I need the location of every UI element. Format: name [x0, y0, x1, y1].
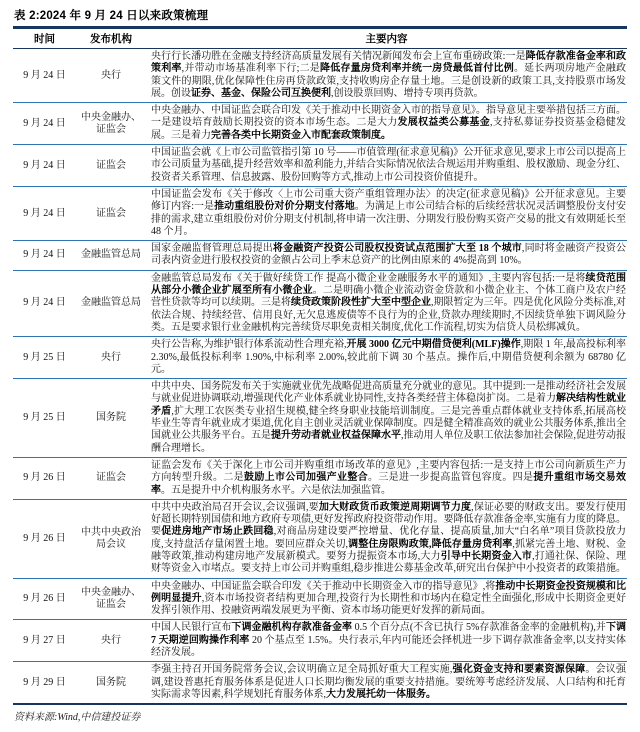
agency-cell: 央行 [101, 351, 121, 363]
content-text: 。延长两项房地产金融政策文件的期限,优化保障性住房再贷款政策,支持收购房企存量土地。三是创设新的政策工具,支持股票市场发展。创设 [151, 63, 627, 99]
content-text-bold: 下调金融机构存款准备金率 [231, 622, 353, 634]
agency-cell: 中央金融办、证监会 [81, 587, 141, 611]
content-text-bold: 解决结构性就业矛盾 [151, 393, 626, 417]
content-text: 中国人民银行宣布 [151, 622, 232, 634]
policy-row [13, 578, 627, 620]
policy-row [13, 186, 627, 240]
content-text: 央行公告称,为维护银行体系流动性合理充裕, [151, 339, 347, 351]
date-cell: 9 月 29 日 [23, 676, 66, 688]
content-text: 20 个基点至 1.5%。央行表示,年内可能还会择机进一步下调存款准备金率,以支持实体经济发展。 [151, 634, 626, 659]
content-text: ,并带动市场基准利率下行;二是 [181, 63, 321, 75]
content-text: 中共中央、国务院发布关于实施就业优先战略促进高质量充分就业的意见。其中提到:一是推动经济社会发展与就业促进协调联动,增强现代化产业体系就业协同性,支持各类经营主体稳岗扩岗。二是着力 [151, 381, 626, 405]
policy-row [13, 499, 627, 578]
content-text: 0.5 个百分点(不含已执行 5%存款准备金率的金融机构),并 [352, 622, 606, 634]
content-text: ,保证必要的财政支出。要发行使用好超长期特别国债和地方政府专项债,更好发挥政府投资带动作用。要降低存款准备金率,实施有力度的降息。要 [151, 501, 626, 538]
agency-cell: 金融监管总局 [81, 297, 141, 309]
content-cell [146, 105, 627, 142]
policy-row [13, 144, 627, 186]
content-text-bold: 续贷政策阶段性扩大至中型企业 [291, 297, 431, 309]
content-text: 金融监管总局发布《关于做好续贷工作 提高小微企业金融服务水平的通知》,主要内容包括:一是将 [151, 272, 586, 284]
policy-row [13, 270, 627, 336]
policy-row [13, 661, 627, 703]
content-cell [146, 664, 627, 701]
agency-cell: 央行 [101, 634, 121, 646]
agency-cell: 中共中央政治局会议 [81, 526, 141, 550]
content-text: ,打通社保、保险、理财等资金入市堵点。要支持上市公司并购重组,稳步推进公募基金改革,研究出台保护中小投资者的政策措施。 [151, 550, 626, 575]
content-text: 国家金融监督管理总局提出 [151, 243, 273, 255]
date-cell: 9 月 26 日 [23, 532, 66, 544]
agency-cell: 金融监管总局 [81, 249, 141, 261]
content-text: 李强主持召开国务院常务会议,会议明确立足全局抓好重大工程实施, [151, 664, 453, 676]
content-text: 中国证监会发布《关于修改〈上市公司重大资产重组管理办法〉的决定(征求意见稿)》公开征求意见。主要修订内容:一是 [151, 188, 626, 213]
content-text-bold: 推动中长期资金投资规模和比例明显提升 [151, 580, 627, 604]
content-text-bold: 加大财政货币政策逆周期调节力度 [318, 501, 472, 513]
policy-table [13, 26, 627, 705]
content-text: ,同时将金融资产投资公司表内资金进行股权投资的金额占公司上季末总资产的比例由原来的 4%提高到 10%。 [151, 243, 627, 267]
content-cell [146, 581, 627, 618]
content-text: 证监会发布《关于深化上市公司并购重组市场改革的意见》,主要内容包括:一是支持上市公司向新质生产力方向转型升级。二是 [151, 459, 626, 484]
content-text-bold: 下调 7 天期逆回购操作利率 [151, 622, 627, 646]
content-cell [146, 622, 627, 659]
content-text-bold: 将金融资产投资公司股权投资试点范围扩大至 18 个城市 [272, 243, 522, 255]
content-text-bold: 降低存款准备金率和政策利率 [151, 51, 627, 75]
policy-row [13, 102, 627, 144]
content-text-bold: 大力发展托幼一体服务。 [326, 688, 436, 700]
date-cell: 9 月 24 日 [23, 159, 66, 171]
date-cell: 9 月 24 日 [23, 69, 66, 81]
content-text: 。会议强调,建设普惠托育服务体系是促进人口长期均衡发展的重要支持措施。要统筹考虑经济发展、人口结构和托育实际需求等因素,科学规划托育服务体系, [151, 664, 627, 700]
date-cell: 9 月 25 日 [23, 412, 66, 424]
agency-cell: 中央金融办、证监会 [81, 111, 141, 135]
content-cell [146, 273, 627, 334]
agency-cell: 国务院 [96, 676, 126, 688]
policy-row [13, 619, 627, 661]
policy-row [13, 457, 627, 499]
content-cell [146, 502, 627, 576]
content-text-bold: 降低存量房贷利率并统一房贷最低首付比例 [320, 63, 514, 75]
content-text: 中央金融办、中国证监会联合印发《关于推动中长期资金入市的指导意见》。指导意见主要举措包括三方面。一是建设培育鼓励长期投资的资本市场生态。二是大力 [151, 105, 626, 129]
content-cell [146, 147, 627, 184]
table-body [13, 49, 627, 705]
content-cell [146, 339, 627, 376]
content-text-bold: 强化资金支持和要素资源保障 [452, 664, 586, 676]
content-text-bold: 续贷范围从部分小微企业扩展至所有小微企业 [151, 272, 626, 297]
content-text: ,推动用人单位及职工依法参加社会保险,促进劳动报酬合理增长。 [151, 430, 626, 454]
content-text: 中共中央政治局召开会议,会议强调,要 [151, 501, 319, 513]
content-text: ,创设股票回购、增持专项再贷款。 [331, 87, 484, 99]
content-text: ,支持私募证券投资基金稳健发展。三是着力 [151, 117, 627, 141]
date-cell: 9 月 24 日 [23, 117, 66, 129]
content-text-bold: 发展权益类公募基金 [397, 117, 490, 129]
table-title: 表 2:2024 年 9 月 24 日以来政策梳理 [14, 10, 209, 22]
content-text-bold: 提升重组市场交易效率 [151, 472, 627, 496]
policy-row [13, 240, 627, 270]
content-text: 中央金融办、中国证监会联合印发《关于推动中长期资金入市的指导意见》,将 [151, 580, 496, 592]
content-text: ,对商品房建设要严控增量、优化存量、提高质量,加大“白名单”项目贷款投放力度,支持盘活存量闲置土地。要回应群众关切, [151, 526, 626, 550]
content-text: ,期限暂定为三年。四是优化风险分类标准,对依法合规、持续经营、信用良好,无欠息逃废债等不良行为的企业,贷款办理续期时,不因续贷单独下调风险分类。五是要求银行业金融机构完善续贷尽职免责相关制度,优化工作流程,切实为信贷人员松绑减负。 [151, 297, 626, 333]
date-cell: 9 月 24 日 [23, 249, 66, 261]
content-cell [146, 189, 627, 238]
col-header-time: 时间 [34, 33, 55, 45]
agency-cell: 证监会 [96, 159, 126, 171]
content-text: 。二是明确小微企业流动资金贷款和小微企业主、个体工商户及农户经营性贷款等均可以续期。三是将 [151, 285, 627, 309]
content-text: ,资本市场投资者结构更加合理,投资行为长期性和市场内在稳定性全面强化,形成中长期资金更好发挥引领作用、投融资两端发展更为平衡、资本市场功能更好发挥的新局面。 [151, 592, 626, 617]
content-text-bold: 促进房地产市场止跌回稳 [161, 526, 274, 538]
date-cell: 9 月 26 日 [23, 472, 66, 484]
content-cell [146, 381, 627, 455]
content-text: 央行行长潘功胜在金融支持经济高质量发展有关情况新闻发布会上宣布重磅政策:一是 [151, 51, 526, 62]
content-text: 。三是进一步提高监管包容度。四是 [368, 472, 534, 484]
content-cell [146, 460, 627, 497]
col-header-agency: 发布机构 [90, 33, 132, 45]
content-cell [146, 243, 627, 268]
content-text-bold: 鼓励上市公司加强产业整合 [244, 472, 368, 484]
date-cell: 9 月 26 日 [23, 593, 66, 605]
content-text-bold: 引导中长期资金入市 [440, 550, 533, 562]
policy-row [13, 49, 627, 102]
content-text-bold: 证券、基金、保险公司互换便利 [191, 87, 331, 99]
agency-cell: 国务院 [96, 412, 126, 424]
date-cell: 9 月 24 日 [23, 297, 66, 309]
policy-row [13, 378, 627, 457]
content-text-bold: 提升劳动者就业权益保障水平 [271, 430, 401, 442]
agency-cell: 央行 [101, 69, 121, 81]
content-text-bold: 推动重组股份对价分期支付落地 [214, 201, 355, 213]
content-text-bold: 调整住房限购政策,降低存量房贷利率 [348, 538, 513, 550]
content-cell [146, 51, 627, 100]
content-text-bold: 开展 3000 亿元中期借贷便利(MLF)操作 [346, 339, 521, 351]
source-note: 资料来源:Wind,中信建投证券 [14, 712, 141, 724]
agency-cell: 证监会 [96, 207, 126, 219]
col-header-content: 主要内容 [365, 33, 408, 45]
agency-cell: 证监会 [96, 472, 126, 484]
date-cell: 9 月 24 日 [23, 207, 66, 219]
content-text: 。五是提升中介机构服务水平。六是依法加强监管。 [161, 484, 391, 496]
content-text: ,抓紧完善土地、财税、金融等政策,推动构建房地产发展新模式。要努力提振资本市场,大力 [151, 538, 627, 562]
content-text-bold: 完善各类中长期资金入市配套政策制度。 [211, 129, 391, 141]
content-text: ,期限 1 年,最高投标利率 2.30%,最低投标利率 1.90%,中标利率 2.00%,较此前下调 30 个基点。操作后,中期借贷便利余额为 68780 亿元。 [151, 339, 626, 375]
content-text: 。为满足上市公司结合标的后续经营状况灵活调整股份支付安排的需求,建立重组股份对价分期支付机制,将申请一次注册、分期发行股份购买资产交易的批文有效期延长至 48 个月。 [151, 201, 627, 237]
date-cell: 9 月 27 日 [23, 634, 66, 646]
date-cell: 9 月 25 日 [23, 351, 66, 363]
table-header-row [13, 26, 627, 49]
content-text: 中国证监会就《上市公司监管指引第 10 号——市值管理(征求意见稿)》公开征求意见,要求上市公司以提高上市公司质量为基础,提升经营效率和盈利能力,并结合实际情况依法合规运用并购重组、股权激励、现金分红、投资者关系管理、信息披露、股份回购等方式,推动上市公司投资价值提升。 [151, 147, 626, 183]
policy-row [13, 336, 627, 378]
content-text: ,扩大理工农医类专业招生规模,健全终身职业技能培训制度。三是完善重点群体就业支持体系,拓展高校毕业生等青年就业成才渠道,优化自主创业灵活就业保障制度。四是健全精准高效的就业公共服务体系,推出全国就业公共服务平台。五是 [151, 405, 626, 442]
